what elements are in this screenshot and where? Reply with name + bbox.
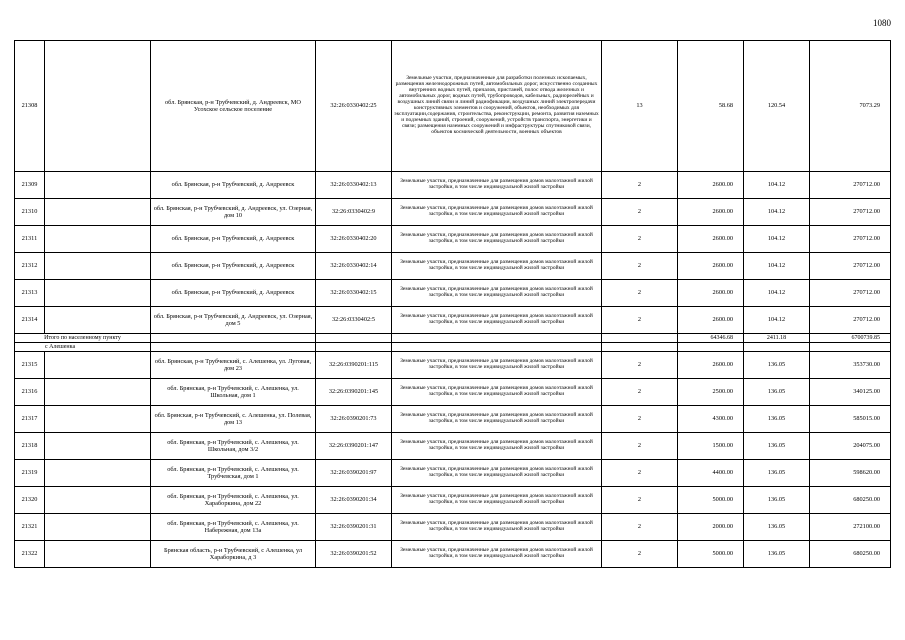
group-cell: 2 bbox=[602, 280, 678, 307]
table-body bbox=[15, 41, 891, 568]
address-cell: обл. Брянская, р-н Трубчевский, с. Алешенка, ул. Школьная, дом 1 bbox=[151, 379, 316, 406]
specific-value-cell: 136.05 bbox=[744, 406, 810, 433]
area-cell: 2600.00 bbox=[678, 253, 744, 280]
address-cell: обл. Брянская, р-н Трубчевский, д. Андреевск bbox=[151, 253, 316, 280]
area-cell: 2600.00 bbox=[678, 199, 744, 226]
group-cell: 2 bbox=[602, 307, 678, 334]
table-row bbox=[15, 172, 891, 199]
locality-cell bbox=[45, 41, 151, 172]
land-use-cell: Земельные участки, предназначенные для размещения домов малоэтажной жилой застройки, в том числе индивидуальной жилой застройки bbox=[392, 487, 602, 514]
group-cell: 2 bbox=[602, 226, 678, 253]
specific-value-cell: 136.05 bbox=[744, 352, 810, 379]
row-id: 21315 bbox=[15, 352, 45, 379]
specific-value-cell: 104.12 bbox=[744, 199, 810, 226]
land-use-cell: Земельные участки, предназначенные для размещения домов малоэтажной жилой застройки, в том числе индивидуальной жилой застройки bbox=[392, 199, 602, 226]
row-id: 21322 bbox=[15, 541, 45, 568]
address-cell: обл. Брянская, р-н Трубчевский, с. Алешенка, ул. Школьная, дом 3/2 bbox=[151, 433, 316, 460]
address-cell: обл. Брянская, р-н Трубчевский, с. Алешенка, ул. Хараборкина, дом 22 bbox=[151, 487, 316, 514]
row-id: 21318 bbox=[15, 433, 45, 460]
address-cell: обл. Брянская, р-н Трубчевский, д. Андреевск bbox=[151, 280, 316, 307]
group-cell: 2 bbox=[602, 541, 678, 568]
address-cell: обл. Брянская, р-н Трубчевский, д. Андреевск, МО Усохское сельское поселение bbox=[151, 41, 316, 172]
cadastral-value-cell: 7073.29 bbox=[810, 41, 891, 172]
area-cell: 4300.00 bbox=[678, 406, 744, 433]
specific-value-cell: 120.54 bbox=[744, 41, 810, 172]
cadastral-value-cell: 598620.00 bbox=[810, 460, 891, 487]
address-cell: обл. Брянская, р-н Трубчевский, с. Алешенка, ул. Набережная, дом 13а bbox=[151, 514, 316, 541]
row-id: 21311 bbox=[15, 226, 45, 253]
row-id: 21310 bbox=[15, 199, 45, 226]
specific-value-cell: 104.12 bbox=[744, 253, 810, 280]
table-row bbox=[15, 406, 891, 433]
area-cell: 5000.00 bbox=[678, 541, 744, 568]
locality-cell bbox=[45, 514, 151, 541]
table-row bbox=[15, 352, 891, 379]
address-cell: обл. Брянская, р-н Трубчевский, д. Андреевск bbox=[151, 172, 316, 199]
specific-value-cell: 136.05 bbox=[744, 487, 810, 514]
address-cell: Брянская область, р-н Трубчевский, с Алешенка, ул Хараборкина, д 3 bbox=[151, 541, 316, 568]
row-id: 21319 bbox=[15, 460, 45, 487]
locality-cell bbox=[45, 199, 151, 226]
locality-cell bbox=[45, 487, 151, 514]
locality-empty-cell bbox=[678, 343, 744, 352]
land-use-cell: Земельные участки, предназначенные для размещения домов малоэтажной жилой застройки, в том числе индивидуальной жилой застройки bbox=[392, 379, 602, 406]
locality-empty-cell bbox=[316, 343, 392, 352]
specific-value-cell: 104.12 bbox=[744, 280, 810, 307]
cadastral-value-cell: 270712.00 bbox=[810, 253, 891, 280]
total-empty-cell bbox=[151, 334, 316, 343]
specific-value-cell: 104.12 bbox=[744, 307, 810, 334]
cadastral-number-cell: 32:26:0390201:145 bbox=[316, 379, 392, 406]
land-use-cell: Земельные участки, предназначенные для разработки полезных ископаемых, размещения железнодорожных путей, автомобильных дорог, искусственно созданных внутренних водных путей, причалов, пристаней, полос отвода железных и автомобильных дорог, водных путей, трубопроводов, кабельных, радиорелейных и воздушных линий связи и линий радиофикации, воздушных линий электропередачи конструктивных элементов и сооружений, объектов, необходимых для эксплуатации,содержания, строительства, реконструкции, ремонта, развития наземных и подземных зданий, строений, сооружений, устройств транспорта, энергетики и связи; размещения наземных сооружений и инфраструктуры спутниковой связи, объектов космической деятельности, военных объектов bbox=[392, 41, 602, 172]
land-use-cell: Земельные участки, предназначенные для размещения домов малоэтажной жилой застройки, в том числе индивидуальной жилой застройки bbox=[392, 433, 602, 460]
table-row bbox=[15, 541, 891, 568]
cadastral-number-cell: 32:26:0390201:97 bbox=[316, 460, 392, 487]
cadastral-number-cell: 32:26:0330402:20 bbox=[316, 226, 392, 253]
table-row bbox=[15, 253, 891, 280]
locality-cell bbox=[45, 307, 151, 334]
area-cell: 2000.00 bbox=[678, 514, 744, 541]
area-cell: 2600.00 bbox=[678, 280, 744, 307]
total-empty-cell bbox=[316, 334, 392, 343]
row-id: 21308 bbox=[15, 41, 45, 172]
area-cell: 2600.00 bbox=[678, 226, 744, 253]
locality-label: с Алешенка bbox=[15, 343, 151, 352]
locality-cell bbox=[45, 379, 151, 406]
table-row bbox=[15, 280, 891, 307]
land-use-cell: Земельные участки, предназначенные для размещения домов малоэтажной жилой застройки, в том числе индивидуальной жилой застройки bbox=[392, 307, 602, 334]
locality-empty-cell bbox=[744, 343, 810, 352]
area-cell: 2600.00 bbox=[678, 172, 744, 199]
table-row bbox=[15, 199, 891, 226]
locality-cell bbox=[45, 226, 151, 253]
address-cell: обл. Брянская, р-н Трубчевский, д. Андреевск, ул. Озерная, дом 10 bbox=[151, 199, 316, 226]
locality-empty-cell bbox=[392, 343, 602, 352]
group-cell: 2 bbox=[602, 487, 678, 514]
specific-value-cell: 104.12 bbox=[744, 172, 810, 199]
land-use-cell: Земельные участки, предназначенные для размещения домов малоэтажной жилой застройки, в том числе индивидуальной жилой застройки bbox=[392, 172, 602, 199]
land-use-cell: Земельные участки, предназначенные для размещения домов малоэтажной жилой застройки, в том числе индивидуальной жилой застройки bbox=[392, 352, 602, 379]
land-use-cell: Земельные участки, предназначенные для размещения домов малоэтажной жилой застройки, в том числе индивидуальной жилой застройки bbox=[392, 460, 602, 487]
land-use-cell: Земельные участки, предназначенные для размещения домов малоэтажной жилой застройки, в том числе индивидуальной жилой застройки bbox=[392, 226, 602, 253]
group-cell: 2 bbox=[602, 352, 678, 379]
total-empty-cell bbox=[392, 334, 602, 343]
row-id: 21313 bbox=[15, 280, 45, 307]
locality-header-row bbox=[15, 343, 891, 352]
total-empty-cell bbox=[602, 334, 678, 343]
table-row bbox=[15, 487, 891, 514]
cadastral-number-cell: 32:26:0390201:34 bbox=[316, 487, 392, 514]
total-area: 64346.68 bbox=[678, 334, 744, 343]
land-use-cell: Земельные участки, предназначенные для размещения домов малоэтажной жилой застройки, в том числе индивидуальной жилой застройки bbox=[392, 253, 602, 280]
table-row bbox=[15, 460, 891, 487]
locality-empty-cell bbox=[810, 343, 891, 352]
cadastral-number-cell: 32:26:0390201:52 bbox=[316, 541, 392, 568]
table-row bbox=[15, 379, 891, 406]
land-use-cell: Земельные участки, предназначенные для размещения домов малоэтажной жилой застройки, в том числе индивидуальной жилой застройки bbox=[392, 514, 602, 541]
locality-cell bbox=[45, 253, 151, 280]
locality-empty-cell bbox=[151, 343, 316, 352]
specific-value-cell: 136.05 bbox=[744, 433, 810, 460]
area-cell: 1500.00 bbox=[678, 433, 744, 460]
table-row bbox=[15, 307, 891, 334]
table-row bbox=[15, 41, 891, 172]
cadastral-value-cell: 270712.00 bbox=[810, 280, 891, 307]
cadastral-value-cell: 680250.00 bbox=[810, 541, 891, 568]
cadastral-value-cell: 272100.00 bbox=[810, 514, 891, 541]
locality-cell bbox=[45, 280, 151, 307]
cadastral-number-cell: 32:26:0330402:14 bbox=[316, 253, 392, 280]
locality-cell bbox=[45, 352, 151, 379]
page-number: 1080 bbox=[873, 18, 891, 28]
address-cell: обл. Брянская, р-н Трубчевский, с. Алешенка, ул. Луговая, дом 23 bbox=[151, 352, 316, 379]
row-id: 21320 bbox=[15, 487, 45, 514]
group-cell: 2 bbox=[602, 514, 678, 541]
group-cell: 2 bbox=[602, 379, 678, 406]
group-cell: 2 bbox=[602, 253, 678, 280]
row-id: 21316 bbox=[15, 379, 45, 406]
cadastral-number-cell: 32:26:0390201:115 bbox=[316, 352, 392, 379]
locality-cell bbox=[45, 460, 151, 487]
row-id: 21321 bbox=[15, 514, 45, 541]
cadastral-value-table bbox=[14, 40, 891, 568]
address-cell: обл. Брянская, р-н Трубчевский, д. Андреевск, ул. Озерная, дом 5 bbox=[151, 307, 316, 334]
cadastral-value-cell: 270712.00 bbox=[810, 307, 891, 334]
area-cell: 4400.00 bbox=[678, 460, 744, 487]
cadastral-number-cell: 32:26:0330402:25 bbox=[316, 41, 392, 172]
cadastral-value-cell: 204075.00 bbox=[810, 433, 891, 460]
total-label: Итого по населенному пункту bbox=[15, 334, 151, 343]
table-row bbox=[15, 514, 891, 541]
cadastral-value-cell: 270712.00 bbox=[810, 226, 891, 253]
cadastral-value-cell: 585015.00 bbox=[810, 406, 891, 433]
cadastral-number-cell: 32:26:0330402:5 bbox=[316, 307, 392, 334]
total-specific: 2411.18 bbox=[744, 334, 810, 343]
total-row bbox=[15, 334, 891, 343]
cadastral-number-cell: 32:26:0390201:31 bbox=[316, 514, 392, 541]
table-row bbox=[15, 226, 891, 253]
specific-value-cell: 136.05 bbox=[744, 379, 810, 406]
cadastral-value-cell: 680250.00 bbox=[810, 487, 891, 514]
group-cell: 2 bbox=[602, 406, 678, 433]
address-cell: обл. Брянская, р-н Трубчевский, д. Андреевск bbox=[151, 226, 316, 253]
cadastral-number-cell: 32:26:0390201:73 bbox=[316, 406, 392, 433]
cadastral-value-cell: 270712.00 bbox=[810, 199, 891, 226]
group-cell: 2 bbox=[602, 172, 678, 199]
area-cell: 2600.00 bbox=[678, 307, 744, 334]
group-cell: 2 bbox=[602, 460, 678, 487]
land-use-cell: Земельные участки, предназначенные для размещения домов малоэтажной жилой застройки, в том числе индивидуальной жилой застройки bbox=[392, 541, 602, 568]
specific-value-cell: 136.05 bbox=[744, 514, 810, 541]
cadastral-number-cell: 32:26:0390201:147 bbox=[316, 433, 392, 460]
table-row bbox=[15, 433, 891, 460]
row-id: 21314 bbox=[15, 307, 45, 334]
row-id: 21317 bbox=[15, 406, 45, 433]
address-cell: обл. Брянская, р-н Трубчевский, с. Алешенка, ул. Трубчевская, дом 1 bbox=[151, 460, 316, 487]
address-cell: обл. Брянская, р-н Трубчевский, с. Алешенка, ул. Полевая, дом 13 bbox=[151, 406, 316, 433]
locality-cell bbox=[45, 541, 151, 568]
locality-cell bbox=[45, 172, 151, 199]
specific-value-cell: 104.12 bbox=[744, 226, 810, 253]
cadastral-value-cell: 270712.00 bbox=[810, 172, 891, 199]
row-id: 21312 bbox=[15, 253, 45, 280]
area-cell: 58.68 bbox=[678, 41, 744, 172]
locality-cell bbox=[45, 433, 151, 460]
area-cell: 2600.00 bbox=[678, 352, 744, 379]
cadastral-value-cell: 340125.00 bbox=[810, 379, 891, 406]
land-use-cell: Земельные участки, предназначенные для размещения домов малоэтажной жилой застройки, в том числе индивидуальной жилой застройки bbox=[392, 280, 602, 307]
cadastral-value-cell: 353730.00 bbox=[810, 352, 891, 379]
cadastral-number-cell: 32:26:0330402:9 bbox=[316, 199, 392, 226]
land-use-cell: Земельные участки, предназначенные для размещения домов малоэтажной жилой застройки, в том числе индивидуальной жилой застройки bbox=[392, 406, 602, 433]
specific-value-cell: 136.05 bbox=[744, 460, 810, 487]
cadastral-number-cell: 32:26:0330402:15 bbox=[316, 280, 392, 307]
group-cell: 2 bbox=[602, 199, 678, 226]
locality-empty-cell bbox=[602, 343, 678, 352]
specific-value-cell: 136.05 bbox=[744, 541, 810, 568]
total-value: 6700739.85 bbox=[810, 334, 891, 343]
row-id: 21309 bbox=[15, 172, 45, 199]
cadastral-number-cell: 32:26:0330402:13 bbox=[316, 172, 392, 199]
locality-cell bbox=[45, 406, 151, 433]
area-cell: 5000.00 bbox=[678, 487, 744, 514]
group-cell: 13 bbox=[602, 41, 678, 172]
area-cell: 2500.00 bbox=[678, 379, 744, 406]
group-cell: 2 bbox=[602, 433, 678, 460]
